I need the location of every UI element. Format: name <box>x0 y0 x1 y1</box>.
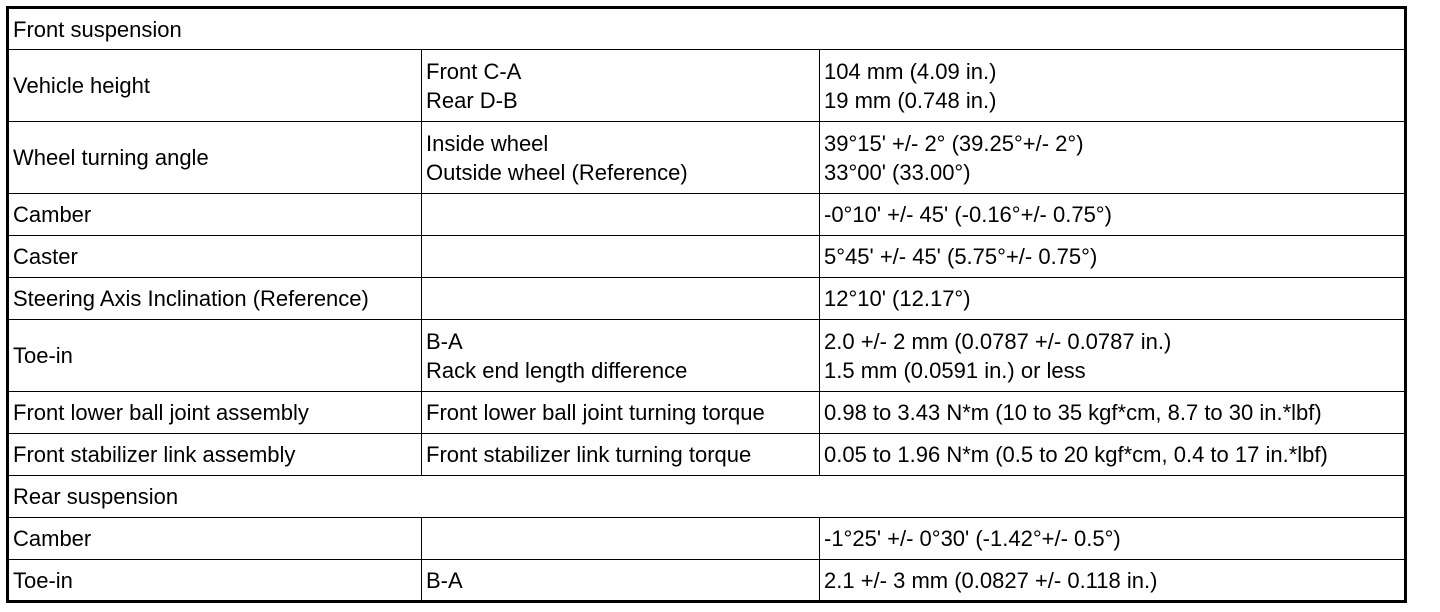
condition-cell <box>422 50 820 122</box>
value-cell: 2.1 +/- 3 mm (0.0827 +/- 0.118 in.) <box>820 560 1406 602</box>
condition-cell <box>422 194 820 236</box>
condition-line: Rack end length difference <box>426 357 688 383</box>
value-cell <box>820 320 1406 392</box>
condition-line: B-A <box>426 328 463 354</box>
value-cell: 12°10' (12.17°) <box>820 278 1406 320</box>
condition-cell <box>422 122 820 194</box>
value-cell: -1°25' +/- 0°30' (-1.42°+/- 0.5°) <box>820 518 1406 560</box>
value-cell <box>820 122 1406 194</box>
item-cell: Camber <box>8 518 422 560</box>
condition-cell <box>422 518 820 560</box>
value-cell: 0.05 to 1.96 N*m (0.5 to 20 kgf*cm, 0.4 to 17 in.*lbf) <box>820 434 1406 476</box>
condition-cell <box>422 236 820 278</box>
table-row <box>8 434 1406 476</box>
value-line: 19 mm (0.748 in.) <box>824 87 997 113</box>
condition-line: Inside wheel <box>426 130 549 156</box>
value-cell: 0.98 to 3.43 N*m (10 to 35 kgf*cm, 8.7 to 30 in.*lbf) <box>820 392 1406 434</box>
condition-cell <box>422 278 820 320</box>
value-cell <box>820 50 1406 122</box>
value-line: 39°15' +/- 2° (39.25°+/- 2°) <box>824 130 1084 156</box>
table-row <box>8 392 1406 434</box>
item-cell: Front stabilizer link assembly <box>8 434 422 476</box>
table-row <box>8 50 1406 122</box>
section-title-rear: Rear suspension <box>8 476 1406 518</box>
table-row <box>8 122 1406 194</box>
section-header-row <box>8 476 1406 518</box>
value-cell: 5°45' +/- 45' (5.75°+/- 0.75°) <box>820 236 1406 278</box>
table-row <box>8 278 1406 320</box>
item-cell: Camber <box>8 194 422 236</box>
section-title-front: Front suspension <box>8 8 1406 50</box>
condition-line: Rear D-B <box>426 87 518 113</box>
table-row <box>8 560 1406 602</box>
item-cell: Vehicle height <box>8 50 422 122</box>
value-line: 1.5 mm (0.0591 in.) or less <box>824 357 1086 383</box>
suspension-spec-table <box>6 6 1407 603</box>
condition-cell: B-A <box>422 560 820 602</box>
condition-cell: Front lower ball joint turning torque <box>422 392 820 434</box>
condition-cell: Front stabilizer link turning torque <box>422 434 820 476</box>
value-line: 104 mm (4.09 in.) <box>824 58 997 84</box>
value-cell: -0°10' +/- 45' (-0.16°+/- 0.75°) <box>820 194 1406 236</box>
table-row <box>8 194 1406 236</box>
item-cell: Wheel turning angle <box>8 122 422 194</box>
item-cell: Front lower ball joint assembly <box>8 392 422 434</box>
table-row <box>8 518 1406 560</box>
section-header-row <box>8 8 1406 50</box>
item-cell: Toe-in <box>8 560 422 602</box>
item-cell: Toe-in <box>8 320 422 392</box>
value-line: 2.0 +/- 2 mm (0.0787 +/- 0.0787 in.) <box>824 328 1172 354</box>
value-line: 33°00' (33.00°) <box>824 159 971 185</box>
table-row <box>8 320 1406 392</box>
condition-line: Front C-A <box>426 58 522 84</box>
table-row <box>8 236 1406 278</box>
condition-cell <box>422 320 820 392</box>
condition-line: Outside wheel (Reference) <box>426 159 688 185</box>
item-cell: Steering Axis Inclination (Reference) <box>8 278 422 320</box>
item-cell: Caster <box>8 236 422 278</box>
